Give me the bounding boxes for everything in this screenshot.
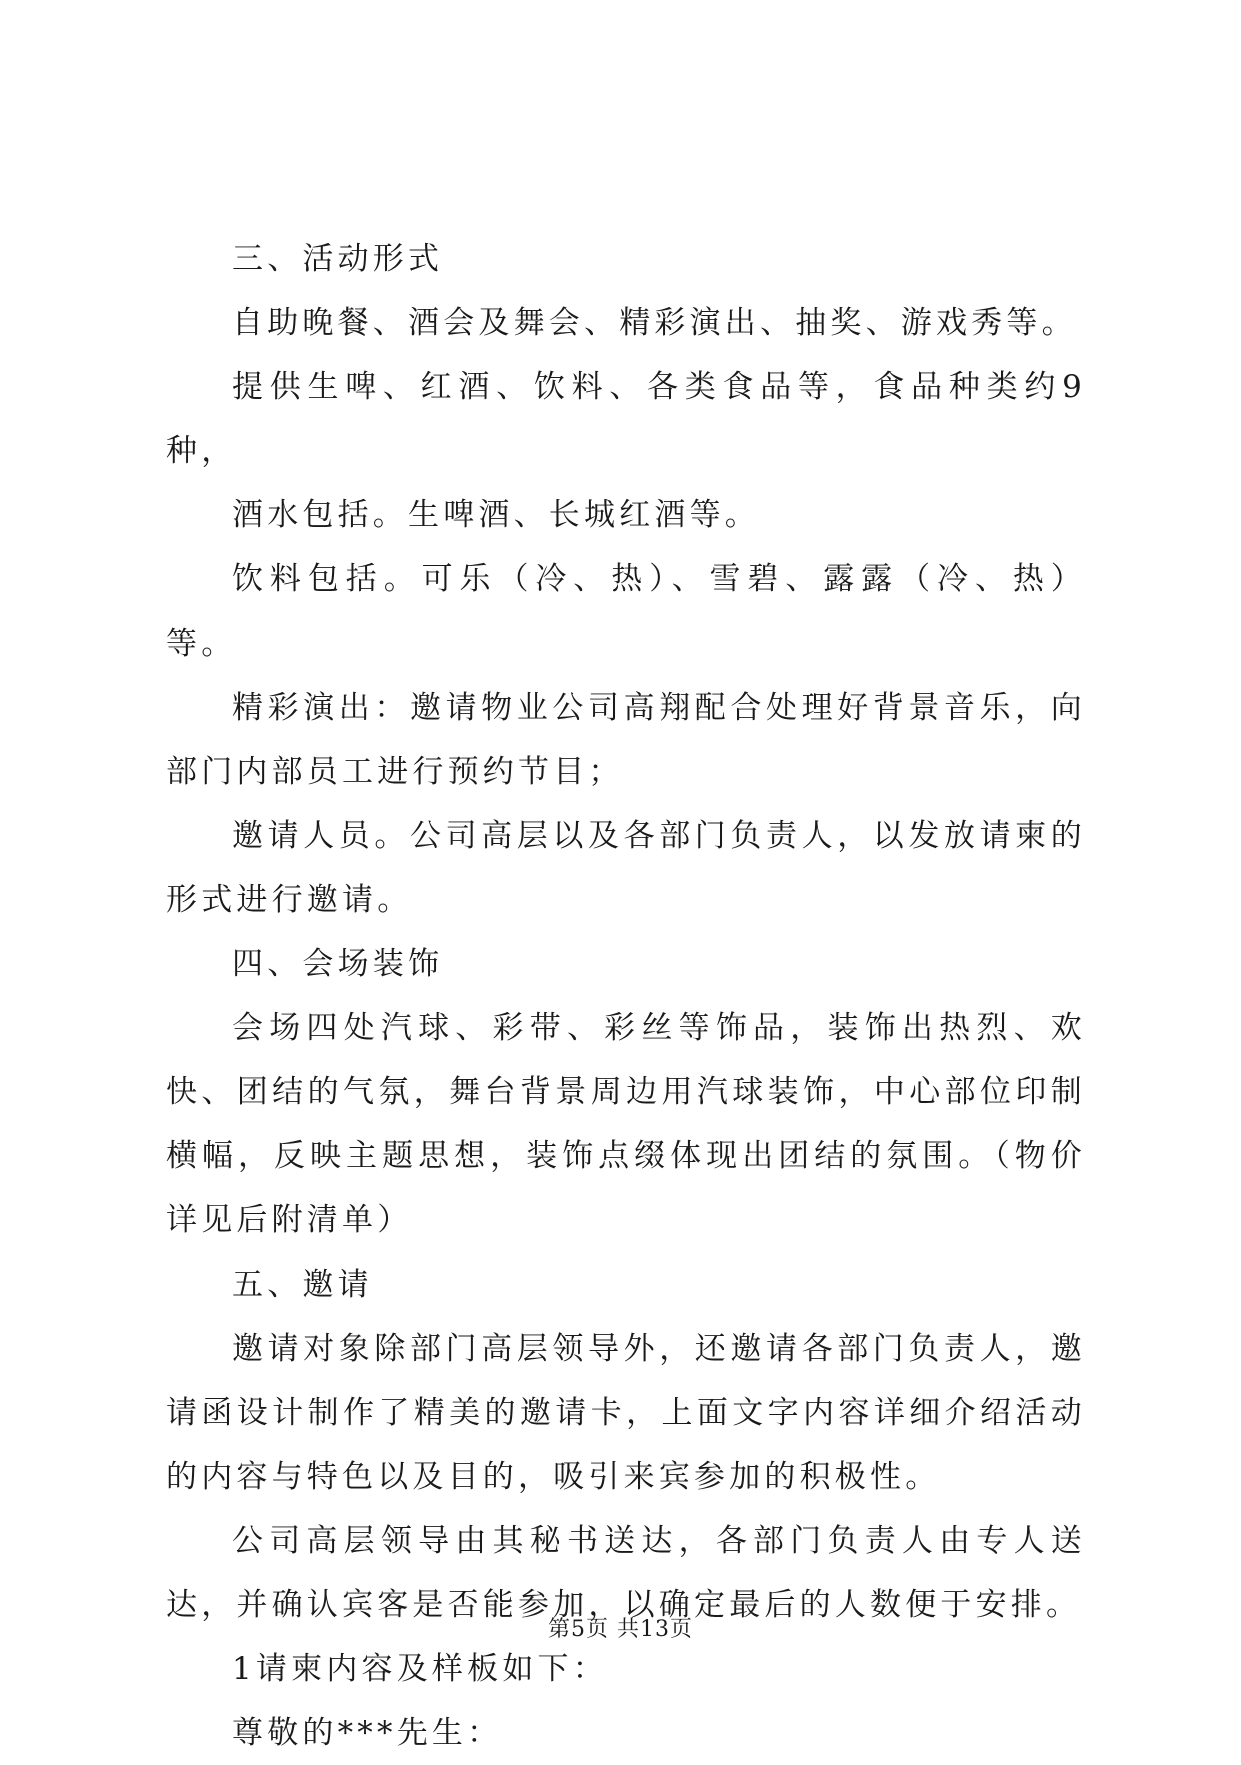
- paragraph-drinks-soft: 饮料包括。可乐（冷、热）、雪碧、露露（冷、热）等。: [166, 561, 1086, 662]
- section-heading-invitation: 五、邀请: [232, 1266, 373, 1303]
- section-heading-activity-format: 三、活动形式: [232, 241, 444, 277]
- section-heading-venue-decoration: 四、会场装饰: [232, 946, 444, 983]
- paragraph-food-supply: 提供生啤、红酒、饮料、各类食品等，食品种类约9种，: [166, 369, 1086, 470]
- paragraph-venue-decoration: 会场四处汽球、彩带、彩丝等饰品，装饰出热烈、欢快、团结的气氛，舞台背景周边用汽球装饰，中心部位印制横幅，反映主题思想，装饰点缀体现出团结的氛围。（物价详见后附清单）: [166, 1010, 1086, 1239]
- paragraph-invitation-delivery: 公司高层领导由其秘书送达，各部门负责人由专人送达，并确认宾客是否能参加，以确定最后的人数便于安排。: [166, 1522, 1086, 1623]
- document-body: [166, 227, 1086, 1765]
- paragraph-salutation: 尊敬的***先生：: [232, 1715, 503, 1752]
- paragraph-activity-list: 自助晚餐、酒会及舞会、精彩演出、抽奖、游戏秀等。: [232, 305, 1077, 342]
- paragraph-invitation-sample: 1请柬内容及样板如下：: [232, 1651, 608, 1688]
- page-footer: 第5页 共13页: [548, 1617, 693, 1642]
- paragraph-invitees: 邀请人员。公司高层以及各部门负责人，以发放请柬的形式进行邀请。: [166, 817, 1086, 918]
- paragraph-drinks-alcohol: 酒水包括。生啤酒、长城红酒等。: [232, 497, 760, 534]
- paragraph-invitation-design: 邀请对象除部门高层领导外，还邀请各部门负责人，邀请函设计制作了精美的邀请卡，上面文字内容详细介绍活动的内容与特色以及目的，吸引来宾参加的积极性。: [166, 1330, 1086, 1495]
- paragraph-performance: 精彩演出：邀请物业公司高翔配合处理好背景音乐，向部门内部员工进行预约节目；: [166, 689, 1086, 790]
